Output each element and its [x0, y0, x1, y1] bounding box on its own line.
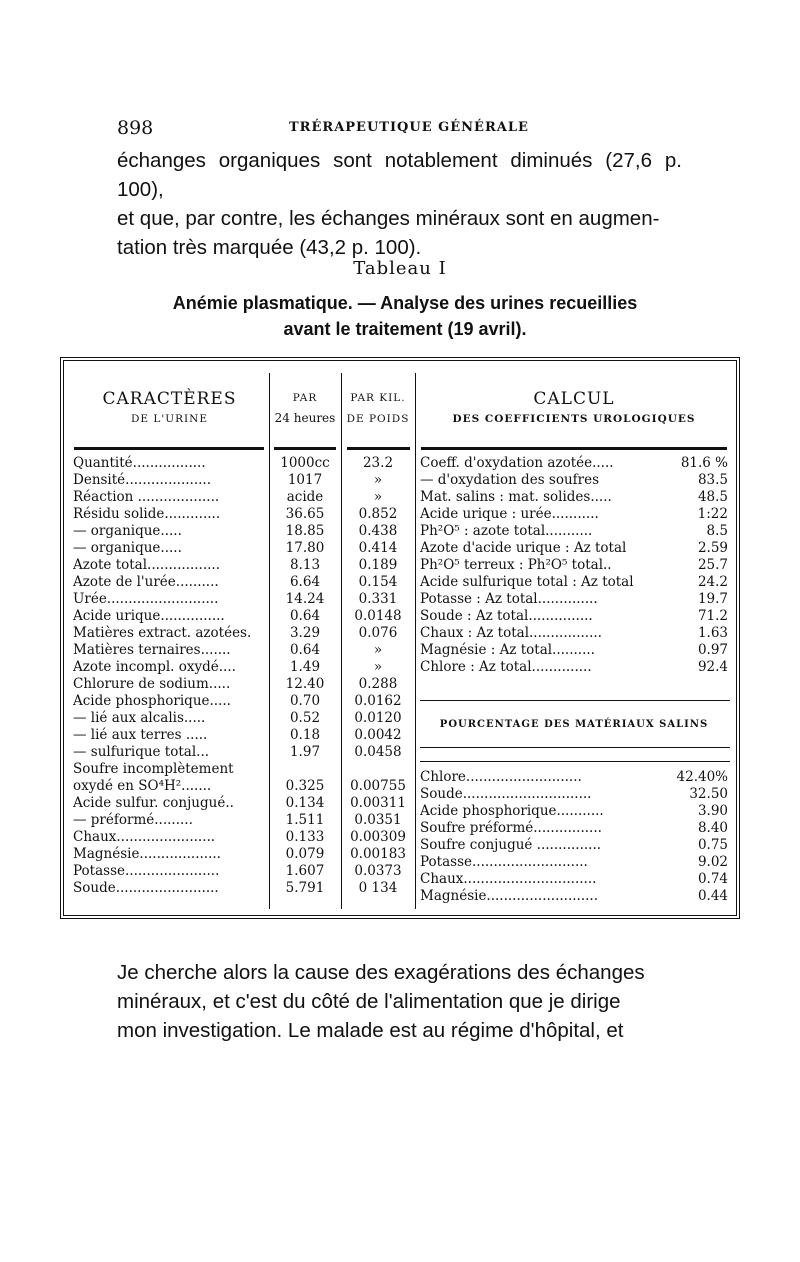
row-label: — préformé.........: [73, 812, 193, 828]
outro-line: mon investigation. Le malade est au régime d'hôpital, et: [117, 1019, 624, 1042]
coefficient-label: Chlore : Az total..............: [420, 659, 592, 675]
row-per24h: 1017: [287, 472, 323, 488]
mineral-label: Magnésie..........................: [420, 888, 599, 904]
row-per24h: 0.52: [289, 710, 321, 726]
table-title: Tableau I: [353, 258, 447, 279]
mineral-label: Soufre conjugué ...............: [420, 837, 602, 853]
row-label: oxydé en SO⁴H².......: [73, 778, 212, 794]
mineral-value: 3.90: [697, 803, 728, 819]
row-per24h: 1000cc: [280, 455, 330, 471]
mineral-label: Acide phosphorique...........: [420, 803, 604, 819]
row-per24h: 6.64: [289, 574, 321, 590]
header-calcul-sub: DES COEFFICIENTS UROLOGIQUES: [452, 413, 696, 425]
row-per24h: 18.85: [285, 523, 325, 539]
row-per24h: acide: [286, 489, 324, 505]
header-calcul: CALCUL: [533, 389, 615, 409]
row-perkil: 0 134: [358, 880, 398, 896]
row-per24h: 0.18: [289, 727, 321, 743]
row-per24h: 0.079: [285, 846, 325, 862]
row-per24h: 1.97: [289, 744, 321, 760]
outro-line: Je cherche alors la cause des exagérations des échanges: [117, 961, 645, 984]
row-per24h: 8.13: [289, 557, 321, 573]
coefficient-label: Azote d'acide urique : Az total: [420, 540, 627, 556]
row-per24h: 0.64: [289, 642, 321, 658]
mineral-value: 9.02: [697, 854, 728, 870]
row-label: Azote de l'urée..........: [73, 574, 219, 590]
coefficient-label: — d'oxydation des soufres: [420, 472, 600, 488]
section-divider: [420, 747, 730, 748]
row-per24h: 0.134: [285, 795, 325, 811]
coefficient-label: Acide urique : urée...........: [420, 506, 599, 522]
row-perkil: 0.0120: [354, 710, 402, 726]
row-label: Densité....................: [73, 472, 211, 488]
section-divider: [420, 700, 730, 701]
header-rule: [421, 447, 727, 450]
row-per24h: 1.49: [289, 659, 321, 675]
row-label: Soufre incomplètement: [73, 761, 234, 777]
row-label: Réaction ...................: [73, 489, 220, 505]
row-perkil: 0.0162: [354, 693, 402, 709]
row-label: Acide sulfur. conjugué..: [73, 795, 234, 811]
coefficient-label: Coeff. d'oxydation azotée.....: [420, 455, 614, 471]
row-per24h: 0.325: [285, 778, 325, 794]
row-perkil: 0.0373: [354, 863, 402, 879]
row-per24h: 36.65: [285, 506, 325, 522]
row-per24h: 0.133: [285, 829, 325, 845]
row-label: — lié aux alcalis.....: [73, 710, 206, 726]
header-rule: [74, 447, 264, 450]
row-label: Acide urique...............: [73, 608, 225, 624]
header-caracteres: CARACTÈRES: [102, 389, 237, 409]
row-label: Soude........................: [73, 880, 219, 896]
mineral-label: Soufre préformé................: [420, 820, 602, 836]
coefficient-value: 24.2: [697, 574, 728, 590]
header-rule: [347, 447, 410, 450]
row-per24h: 0.64: [289, 608, 321, 624]
row-per24h: 12.40: [285, 676, 325, 692]
row-perkil: 0.00311: [350, 795, 406, 811]
intro-line: tation très marquée (43,2 p. 100).: [117, 236, 422, 259]
row-perkil: 0.00183: [350, 846, 406, 862]
row-perkil: 0.288: [358, 676, 398, 692]
row-label: Résidu solide.............: [73, 506, 221, 522]
coefficient-value: 83.5: [697, 472, 728, 488]
row-label: Matières ternaires.......: [73, 642, 231, 658]
header-par-sub: 24 heures: [274, 411, 336, 425]
row-perkil: 0.00755: [350, 778, 406, 794]
row-label: Potasse......................: [73, 863, 220, 879]
intro-paragraph: [117, 146, 682, 262]
mineral-value: 0.74: [697, 871, 728, 887]
row-label: — lié aux terres .....: [73, 727, 208, 743]
column-divider: [415, 373, 416, 909]
row-label: Magnésie...................: [73, 846, 221, 862]
row-perkil: »: [373, 642, 383, 658]
row-perkil: 0.00309: [350, 829, 406, 845]
mineral-section-header: POURCENTAGE DES MATÉRIAUX SALINS: [439, 719, 709, 730]
intro-line: et que, par contre, les échanges minéraux sont en augmen-: [117, 207, 660, 230]
header-parkil: PAR KIL.: [350, 392, 406, 404]
row-perkil: 0.154: [358, 574, 398, 590]
row-perkil: 0.076: [358, 625, 398, 641]
row-perkil: »: [373, 659, 383, 675]
row-per24h: 3.29: [289, 625, 321, 641]
mineral-label: Chlore...........................: [420, 769, 582, 785]
row-perkil: 0.438: [358, 523, 398, 539]
coefficient-value: 19.7: [697, 591, 728, 607]
outro-line: minéraux, et c'est du côté de l'alimentation que je dirige: [117, 990, 621, 1013]
coefficient-value: 1:22: [697, 506, 728, 522]
row-perkil: 0.189: [358, 557, 398, 573]
mineral-label: Potasse...........................: [420, 854, 588, 870]
coefficient-value: 1.63: [697, 625, 728, 641]
row-label: Azote incompl. oxydé....: [73, 659, 236, 675]
coefficient-value: 8.5: [706, 523, 728, 539]
row-label: — organique.....: [73, 523, 182, 539]
table-caption: [110, 290, 700, 342]
header-parkil-sub: DE POIDS: [346, 413, 410, 425]
row-perkil: 0.0148: [354, 608, 402, 624]
caption-line: avant le traitement (19 avril).: [283, 319, 527, 339]
row-label: Chlorure de sodium.....: [73, 676, 231, 692]
header-caracteres-sub: DE L'URINE: [130, 413, 209, 425]
mineral-value: 0.75: [697, 837, 728, 853]
row-perkil: 0.414: [358, 540, 398, 556]
row-label: Matières extract. azotées.: [73, 625, 252, 641]
row-per24h: 1.607: [285, 863, 325, 879]
coefficient-value: 2.59: [697, 540, 728, 556]
mineral-value: 0.44: [697, 888, 728, 904]
row-per24h: [270, 761, 340, 778]
row-per24h: 17.80: [285, 540, 325, 556]
row-perkil: 0.0042: [354, 727, 402, 743]
page-number: 898: [117, 117, 154, 139]
running-title: TRÉRAPEUTIQUE GÉNÉRALE: [289, 120, 529, 135]
row-per24h: 5.791: [285, 880, 325, 896]
row-per24h: 14.24: [285, 591, 325, 607]
coefficient-value: 92.4: [697, 659, 728, 675]
row-perkil: 0.331: [358, 591, 398, 607]
coefficient-value: 0.97: [697, 642, 728, 658]
mineral-value: 8.40: [697, 820, 728, 836]
row-perkil: 23.2: [362, 455, 394, 471]
coefficient-label: Soude : Az total...............: [420, 608, 593, 624]
coefficient-value: 25.7: [697, 557, 728, 573]
mineral-label: Chaux...............................: [420, 871, 597, 887]
coefficient-label: Acide sulfurique total : Az total: [420, 574, 634, 590]
mineral-label: Soude..............................: [420, 786, 592, 802]
row-label: Acide phosphorique.....: [73, 693, 231, 709]
coefficient-value: 48.5: [697, 489, 728, 505]
mineral-value: 42.40%: [676, 769, 728, 785]
coefficient-label: Magnésie : Az total..........: [420, 642, 595, 658]
row-label: Azote total.................: [73, 557, 220, 573]
row-perkil: 0.0458: [354, 744, 402, 760]
row-label: — sulfurique total...: [73, 744, 210, 760]
page-header: [117, 117, 677, 139]
urine-analysis-table: [60, 357, 740, 919]
row-per24h: 1.511: [285, 812, 325, 828]
coefficient-label: Mat. salins : mat. solides.....: [420, 489, 612, 505]
row-label: Chaux.......................: [73, 829, 216, 845]
coefficient-value: 81.6 %: [680, 455, 728, 471]
coefficient-label: Ph²O⁵ terreux : Ph²O⁵ total..: [420, 557, 612, 573]
row-perkil: 0.852: [358, 506, 398, 522]
row-label: Quantité.................: [73, 455, 206, 471]
row-perkil: »: [373, 489, 383, 505]
mineral-value: 32.50: [689, 786, 728, 802]
row-perkil: 0.0351: [354, 812, 402, 828]
coefficient-label: Chaux : Az total.................: [420, 625, 602, 641]
header-par: PAR: [292, 392, 318, 404]
coefficient-value: 71.2: [697, 608, 728, 624]
section-divider: [420, 761, 730, 762]
coefficient-label: Ph²O⁵ : azote total...........: [420, 523, 593, 539]
coefficient-label: Potasse : Az total..............: [420, 591, 598, 607]
outro-paragraph: [117, 958, 702, 1045]
row-perkil: [342, 761, 414, 778]
row-label: Urée..........................: [73, 591, 219, 607]
row-perkil: »: [373, 472, 383, 488]
caption-line: Anémie plasmatique. — Analyse des urines recueillies: [172, 293, 638, 313]
row-per24h: 0.70: [289, 693, 321, 709]
intro-line: échanges organiques sont notablement diminués (27,6 p. 100),: [117, 149, 682, 201]
header-rule: [274, 447, 336, 450]
row-label: — organique.....: [73, 540, 182, 556]
